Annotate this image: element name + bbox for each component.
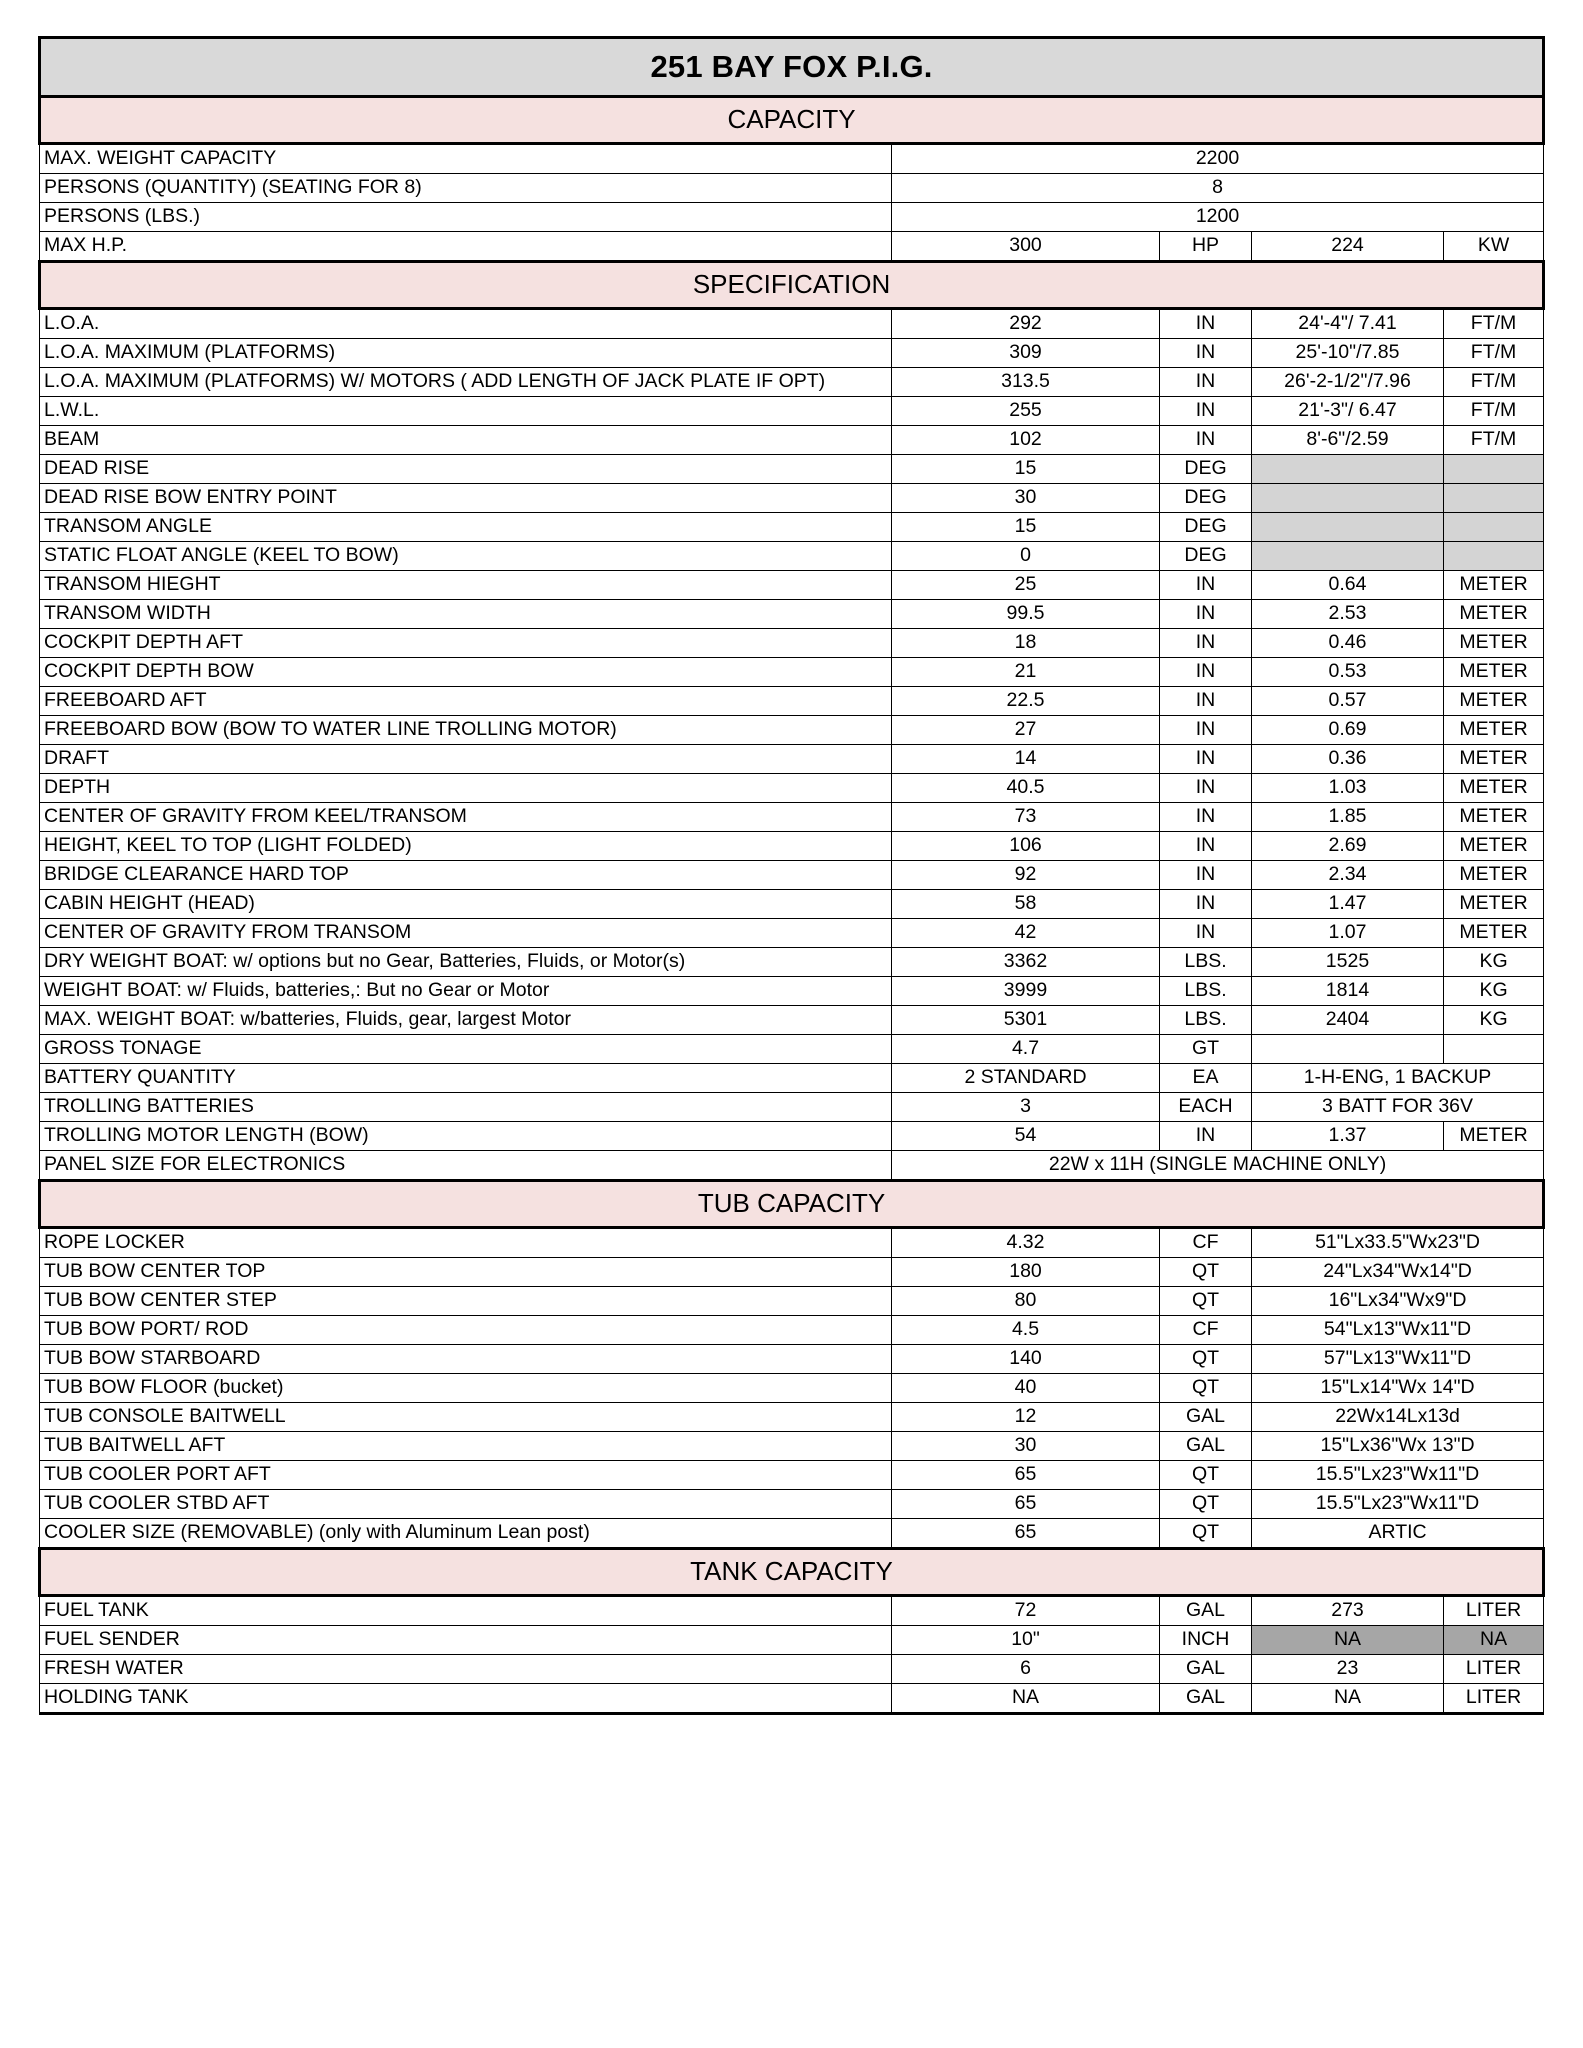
row-value-secondary: NA — [1252, 1684, 1444, 1714]
row-label: FRESH WATER — [40, 1655, 892, 1684]
row-value-secondary: 1525 — [1252, 948, 1444, 977]
row-unit-secondary: LITER — [1444, 1684, 1544, 1714]
row-label: STATIC FLOAT ANGLE (KEEL TO BOW) — [40, 542, 892, 571]
table-row — [40, 144, 1544, 174]
row-value-secondary-merged: 54"Lx13"Wx11"D — [1252, 1316, 1544, 1345]
row-unit: IN — [1160, 368, 1252, 397]
table-row — [40, 542, 1544, 571]
row-unit: IN — [1160, 629, 1252, 658]
row-value: 3362 — [892, 948, 1160, 977]
table-row — [40, 1374, 1544, 1403]
section-heading-tank-capacity: TANK CAPACITY — [40, 1549, 1544, 1596]
row-unit: IN — [1160, 309, 1252, 339]
section-heading-specification: SPECIFICATION — [40, 262, 1544, 309]
table-row — [40, 919, 1544, 948]
section-header-tank-capacity — [40, 1549, 1544, 1596]
row-unit: IN — [1160, 861, 1252, 890]
row-value-merged: 8 — [892, 174, 1544, 203]
row-unit-secondary: METER — [1444, 745, 1544, 774]
row-unit: DEG — [1160, 455, 1252, 484]
table-row — [40, 513, 1544, 542]
row-unit: HP — [1160, 232, 1252, 262]
table-row — [40, 571, 1544, 600]
row-unit-secondary: FT/M — [1444, 397, 1544, 426]
table-row — [40, 203, 1544, 232]
row-value-secondary: 21'-3"/ 6.47 — [1252, 397, 1444, 426]
row-value-secondary-merged: 24"Lx34"Wx14"D — [1252, 1258, 1544, 1287]
row-unit: IN — [1160, 803, 1252, 832]
row-unit: GT — [1160, 1035, 1252, 1064]
row-value: 309 — [892, 339, 1160, 368]
row-unit: IN — [1160, 890, 1252, 919]
row-unit: IN — [1160, 600, 1252, 629]
row-label: MAX H.P. — [40, 232, 892, 262]
row-label: GROSS TONAGE — [40, 1035, 892, 1064]
table-row — [40, 1432, 1544, 1461]
table-row — [40, 339, 1544, 368]
row-label: TRANSOM HIEGHT — [40, 571, 892, 600]
row-value: 0 — [892, 542, 1160, 571]
table-row — [40, 1655, 1544, 1684]
row-label: FUEL SENDER — [40, 1626, 892, 1655]
table-row — [40, 1403, 1544, 1432]
row-unit: CF — [1160, 1228, 1252, 1258]
section-header-capacity — [40, 97, 1544, 144]
row-value-secondary: 1.85 — [1252, 803, 1444, 832]
table-row — [40, 832, 1544, 861]
section-header-tub-capacity — [40, 1181, 1544, 1228]
row-unit: IN — [1160, 571, 1252, 600]
row-value: NA — [892, 1684, 1160, 1714]
row-value: 58 — [892, 890, 1160, 919]
table-row — [40, 745, 1544, 774]
row-value: 2 STANDARD — [892, 1064, 1160, 1093]
table-row — [40, 174, 1544, 203]
row-unit-secondary: FT/M — [1444, 309, 1544, 339]
row-value: 102 — [892, 426, 1160, 455]
row-unit-secondary: METER — [1444, 803, 1544, 832]
row-value: 99.5 — [892, 600, 1160, 629]
row-unit: IN — [1160, 1122, 1252, 1151]
row-label: ROPE LOCKER — [40, 1228, 892, 1258]
table-row — [40, 1258, 1544, 1287]
row-unit: QT — [1160, 1461, 1252, 1490]
row-value-secondary — [1252, 513, 1444, 542]
row-label: HEIGHT, KEEL TO TOP (LIGHT FOLDED) — [40, 832, 892, 861]
row-value: 140 — [892, 1345, 1160, 1374]
row-value: 6 — [892, 1655, 1160, 1684]
row-unit: IN — [1160, 397, 1252, 426]
document-title-row — [40, 38, 1544, 97]
row-unit: EACH — [1160, 1093, 1252, 1122]
row-value: 92 — [892, 861, 1160, 890]
table-row — [40, 716, 1544, 745]
row-value-secondary: 1814 — [1252, 977, 1444, 1006]
row-value-secondary-merged: 1-H-ENG, 1 BACKUP — [1252, 1064, 1544, 1093]
row-unit: DEG — [1160, 513, 1252, 542]
row-unit: LBS. — [1160, 1006, 1252, 1035]
row-label: TUB CONSOLE BAITWELL — [40, 1403, 892, 1432]
row-value: 300 — [892, 232, 1160, 262]
table-row — [40, 1228, 1544, 1258]
table-row — [40, 1316, 1544, 1345]
row-value-merged: 1200 — [892, 203, 1544, 232]
table-row — [40, 1626, 1544, 1655]
row-value: 73 — [892, 803, 1160, 832]
row-label: BRIDGE CLEARANCE HARD TOP — [40, 861, 892, 890]
row-unit-secondary: METER — [1444, 629, 1544, 658]
row-label: MAX. WEIGHT BOAT: w/batteries, Fluids, gear, largest Motor — [40, 1006, 892, 1035]
row-unit: GAL — [1160, 1684, 1252, 1714]
row-value-secondary: 0.64 — [1252, 571, 1444, 600]
row-value: 4.7 — [892, 1035, 1160, 1064]
table-row — [40, 1519, 1544, 1549]
section-heading-tub-capacity: TUB CAPACITY — [40, 1181, 1544, 1228]
row-unit-secondary: METER — [1444, 571, 1544, 600]
table-row — [40, 977, 1544, 1006]
row-label: FREEBOARD AFT — [40, 687, 892, 716]
row-label: CENTER OF GRAVITY FROM KEEL/TRANSOM — [40, 803, 892, 832]
row-value-secondary: 1.37 — [1252, 1122, 1444, 1151]
row-label: PANEL SIZE FOR ELECTRONICS — [40, 1151, 892, 1181]
row-value-secondary: 25'-10"/7.85 — [1252, 339, 1444, 368]
row-value: 12 — [892, 1403, 1160, 1432]
row-unit-secondary — [1444, 1035, 1544, 1064]
row-label: TUB BAITWELL AFT — [40, 1432, 892, 1461]
row-value-secondary: 0.53 — [1252, 658, 1444, 687]
row-value: 4.32 — [892, 1228, 1160, 1258]
table-row — [40, 426, 1544, 455]
table-row — [40, 1151, 1544, 1181]
row-value-secondary: 0.69 — [1252, 716, 1444, 745]
row-value: 30 — [892, 1432, 1160, 1461]
table-row — [40, 890, 1544, 919]
table-row — [40, 1035, 1544, 1064]
row-value-secondary — [1252, 1035, 1444, 1064]
row-value-secondary-merged: 15.5"Lx23"Wx11"D — [1252, 1490, 1544, 1519]
row-label: TUB COOLER PORT AFT — [40, 1461, 892, 1490]
row-unit: IN — [1160, 687, 1252, 716]
row-unit: LBS. — [1160, 977, 1252, 1006]
section-heading-capacity: CAPACITY — [40, 97, 1544, 144]
row-value-secondary-merged: 15"Lx14"Wx 14"D — [1252, 1374, 1544, 1403]
row-value-secondary: 1.03 — [1252, 774, 1444, 803]
row-value: 80 — [892, 1287, 1160, 1316]
row-label: L.W.L. — [40, 397, 892, 426]
row-unit: IN — [1160, 919, 1252, 948]
table-row — [40, 1461, 1544, 1490]
section-header-specification — [40, 262, 1544, 309]
row-value-secondary: 2.53 — [1252, 600, 1444, 629]
table-row — [40, 1006, 1544, 1035]
row-unit: GAL — [1160, 1432, 1252, 1461]
row-value-merged: 22W x 11H (SINGLE MACHINE ONLY) — [892, 1151, 1544, 1181]
row-value-secondary: 0.57 — [1252, 687, 1444, 716]
row-label: COCKPIT DEPTH AFT — [40, 629, 892, 658]
row-label: DEPTH — [40, 774, 892, 803]
row-unit: LBS. — [1160, 948, 1252, 977]
row-value: 54 — [892, 1122, 1160, 1151]
row-value-secondary-merged: 3 BATT FOR 36V — [1252, 1093, 1544, 1122]
table-row — [40, 774, 1544, 803]
row-label: DRAFT — [40, 745, 892, 774]
row-unit-secondary: METER — [1444, 1122, 1544, 1151]
row-unit-secondary: KG — [1444, 1006, 1544, 1035]
row-unit: QT — [1160, 1287, 1252, 1316]
row-value-secondary-merged: ARTIC — [1252, 1519, 1544, 1549]
row-unit-secondary: LITER — [1444, 1655, 1544, 1684]
row-value-secondary: 0.36 — [1252, 745, 1444, 774]
row-value-secondary-merged: 15"Lx36"Wx 13"D — [1252, 1432, 1544, 1461]
row-value: 14 — [892, 745, 1160, 774]
row-label: HOLDING TANK — [40, 1684, 892, 1714]
row-value: 15 — [892, 513, 1160, 542]
row-unit: QT — [1160, 1345, 1252, 1374]
row-label: FUEL TANK — [40, 1596, 892, 1626]
row-unit-secondary: METER — [1444, 600, 1544, 629]
row-unit-secondary — [1444, 484, 1544, 513]
row-value-secondary-merged: 57"Lx13"Wx11"D — [1252, 1345, 1544, 1374]
row-unit-secondary: FT/M — [1444, 368, 1544, 397]
row-label: COCKPIT DEPTH BOW — [40, 658, 892, 687]
row-value: 5301 — [892, 1006, 1160, 1035]
row-value: 65 — [892, 1519, 1160, 1549]
row-unit-secondary: FT/M — [1444, 339, 1544, 368]
row-value: 21 — [892, 658, 1160, 687]
row-label: TUB BOW CENTER STEP — [40, 1287, 892, 1316]
row-unit: DEG — [1160, 484, 1252, 513]
row-unit-secondary: METER — [1444, 919, 1544, 948]
table-row — [40, 629, 1544, 658]
row-value: 72 — [892, 1596, 1160, 1626]
specification-table — [38, 36, 1545, 1715]
row-value: 15 — [892, 455, 1160, 484]
row-label: TROLLING BATTERIES — [40, 1093, 892, 1122]
row-label: TRANSOM WIDTH — [40, 600, 892, 629]
table-row — [40, 687, 1544, 716]
row-value-secondary: 8'-6"/2.59 — [1252, 426, 1444, 455]
row-value: 292 — [892, 309, 1160, 339]
row-unit: DEG — [1160, 542, 1252, 571]
row-unit: EA — [1160, 1064, 1252, 1093]
table-row — [40, 397, 1544, 426]
table-row — [40, 455, 1544, 484]
row-unit: IN — [1160, 426, 1252, 455]
row-value: 40.5 — [892, 774, 1160, 803]
row-unit-secondary: METER — [1444, 890, 1544, 919]
row-value: 18 — [892, 629, 1160, 658]
table-row — [40, 948, 1544, 977]
row-label: PERSONS (LBS.) — [40, 203, 892, 232]
row-label: MAX. WEIGHT CAPACITY — [40, 144, 892, 174]
row-value-secondary — [1252, 484, 1444, 513]
row-value-secondary — [1252, 455, 1444, 484]
row-label: L.O.A. — [40, 309, 892, 339]
table-row — [40, 1490, 1544, 1519]
table-row — [40, 803, 1544, 832]
row-value: 30 — [892, 484, 1160, 513]
row-label: TUB BOW STARBOARD — [40, 1345, 892, 1374]
row-label: DEAD RISE — [40, 455, 892, 484]
row-label: TUB BOW CENTER TOP — [40, 1258, 892, 1287]
row-label: CENTER OF GRAVITY FROM TRANSOM — [40, 919, 892, 948]
row-value-secondary-merged: 16"Lx34"Wx9"D — [1252, 1287, 1544, 1316]
row-value: 42 — [892, 919, 1160, 948]
row-unit: QT — [1160, 1374, 1252, 1403]
row-value-merged: 2200 — [892, 144, 1544, 174]
row-value-secondary-merged: 51"Lx33.5"Wx23"D — [1252, 1228, 1544, 1258]
row-value-secondary: 2.69 — [1252, 832, 1444, 861]
row-unit-secondary: METER — [1444, 716, 1544, 745]
row-unit-secondary: METER — [1444, 774, 1544, 803]
row-unit: INCH — [1160, 1626, 1252, 1655]
row-value-secondary: 24'-4"/ 7.41 — [1252, 309, 1444, 339]
row-unit-secondary: METER — [1444, 658, 1544, 687]
row-label: TUB BOW PORT/ ROD — [40, 1316, 892, 1345]
table-row — [40, 1287, 1544, 1316]
row-unit-secondary: FT/M — [1444, 426, 1544, 455]
row-value-secondary: 1.07 — [1252, 919, 1444, 948]
row-unit-secondary: METER — [1444, 687, 1544, 716]
row-value: 65 — [892, 1461, 1160, 1490]
row-unit-secondary — [1444, 513, 1544, 542]
row-unit: IN — [1160, 832, 1252, 861]
row-label: FREEBOARD BOW (BOW TO WATER LINE TROLLING MOTOR) — [40, 716, 892, 745]
row-value-secondary: 26'-2-1/2"/7.96 — [1252, 368, 1444, 397]
row-value-secondary: 0.46 — [1252, 629, 1444, 658]
row-unit: GAL — [1160, 1403, 1252, 1432]
row-label: WEIGHT BOAT: w/ Fluids, batteries,: But no Gear or Motor — [40, 977, 892, 1006]
row-label: BATTERY QUANTITY — [40, 1064, 892, 1093]
row-label: DRY WEIGHT BOAT: w/ options but no Gear, Batteries, Fluids, or Motor(s) — [40, 948, 892, 977]
row-unit: IN — [1160, 745, 1252, 774]
document-title: 251 BAY FOX P.I.G. — [40, 38, 1544, 97]
row-value: 25 — [892, 571, 1160, 600]
row-unit: GAL — [1160, 1655, 1252, 1684]
row-value: 4.5 — [892, 1316, 1160, 1345]
table-row — [40, 484, 1544, 513]
row-value: 3 — [892, 1093, 1160, 1122]
table-row — [40, 232, 1544, 262]
row-unit: GAL — [1160, 1596, 1252, 1626]
row-value-secondary: 2404 — [1252, 1006, 1444, 1035]
row-value: 40 — [892, 1374, 1160, 1403]
row-label: CABIN HEIGHT (HEAD) — [40, 890, 892, 919]
row-value-secondary: 2.34 — [1252, 861, 1444, 890]
row-value: 106 — [892, 832, 1160, 861]
table-row — [40, 1122, 1544, 1151]
row-label: BEAM — [40, 426, 892, 455]
row-unit: QT — [1160, 1490, 1252, 1519]
row-value: 3999 — [892, 977, 1160, 1006]
row-value: 27 — [892, 716, 1160, 745]
row-value: 65 — [892, 1490, 1160, 1519]
row-unit-secondary: KG — [1444, 948, 1544, 977]
row-unit-secondary: LITER — [1444, 1596, 1544, 1626]
table-row — [40, 658, 1544, 687]
row-value-secondary: NA — [1252, 1626, 1444, 1655]
row-unit: IN — [1160, 716, 1252, 745]
row-label: L.O.A. MAXIMUM (PLATFORMS) W/ MOTORS ( ADD LENGTH OF JACK PLATE IF OPT) — [40, 368, 892, 397]
row-value-secondary: 23 — [1252, 1655, 1444, 1684]
table-row — [40, 368, 1544, 397]
table-row — [40, 1093, 1544, 1122]
table-row — [40, 600, 1544, 629]
row-unit-secondary: KG — [1444, 977, 1544, 1006]
row-unit: CF — [1160, 1316, 1252, 1345]
row-label: COOLER SIZE (REMOVABLE) (only with Aluminum Lean post) — [40, 1519, 892, 1549]
row-label: TRANSOM ANGLE — [40, 513, 892, 542]
table-row — [40, 861, 1544, 890]
row-value: 313.5 — [892, 368, 1160, 397]
row-value-secondary-merged: 22Wx14Lx13d — [1252, 1403, 1544, 1432]
row-value-secondary: 273 — [1252, 1596, 1444, 1626]
row-unit: IN — [1160, 658, 1252, 687]
table-row — [40, 1345, 1544, 1374]
table-row — [40, 1596, 1544, 1626]
row-label: TUB COOLER STBD AFT — [40, 1490, 892, 1519]
row-unit: IN — [1160, 339, 1252, 368]
row-label: L.O.A. MAXIMUM (PLATFORMS) — [40, 339, 892, 368]
row-value: 255 — [892, 397, 1160, 426]
row-unit-secondary: METER — [1444, 832, 1544, 861]
row-unit: IN — [1160, 774, 1252, 803]
table-row — [40, 1064, 1544, 1093]
row-unit: QT — [1160, 1519, 1252, 1549]
row-unit-secondary: NA — [1444, 1626, 1544, 1655]
row-label: TUB BOW FLOOR (bucket) — [40, 1374, 892, 1403]
row-value: 22.5 — [892, 687, 1160, 716]
row-value: 10" — [892, 1626, 1160, 1655]
row-value-secondary — [1252, 542, 1444, 571]
row-unit: QT — [1160, 1258, 1252, 1287]
row-unit-secondary — [1444, 542, 1544, 571]
row-unit-secondary — [1444, 455, 1544, 484]
row-unit-secondary: METER — [1444, 861, 1544, 890]
row-value-secondary-merged: 15.5"Lx23"Wx11"D — [1252, 1461, 1544, 1490]
row-label: PERSONS (QUANTITY) (SEATING FOR 8) — [40, 174, 892, 203]
row-value-secondary: 224 — [1252, 232, 1444, 262]
row-value: 180 — [892, 1258, 1160, 1287]
row-label: DEAD RISE BOW ENTRY POINT — [40, 484, 892, 513]
table-row — [40, 1684, 1544, 1714]
row-label: TROLLING MOTOR LENGTH (BOW) — [40, 1122, 892, 1151]
row-value-secondary: 1.47 — [1252, 890, 1444, 919]
row-unit-secondary: KW — [1444, 232, 1544, 262]
table-row — [40, 309, 1544, 339]
